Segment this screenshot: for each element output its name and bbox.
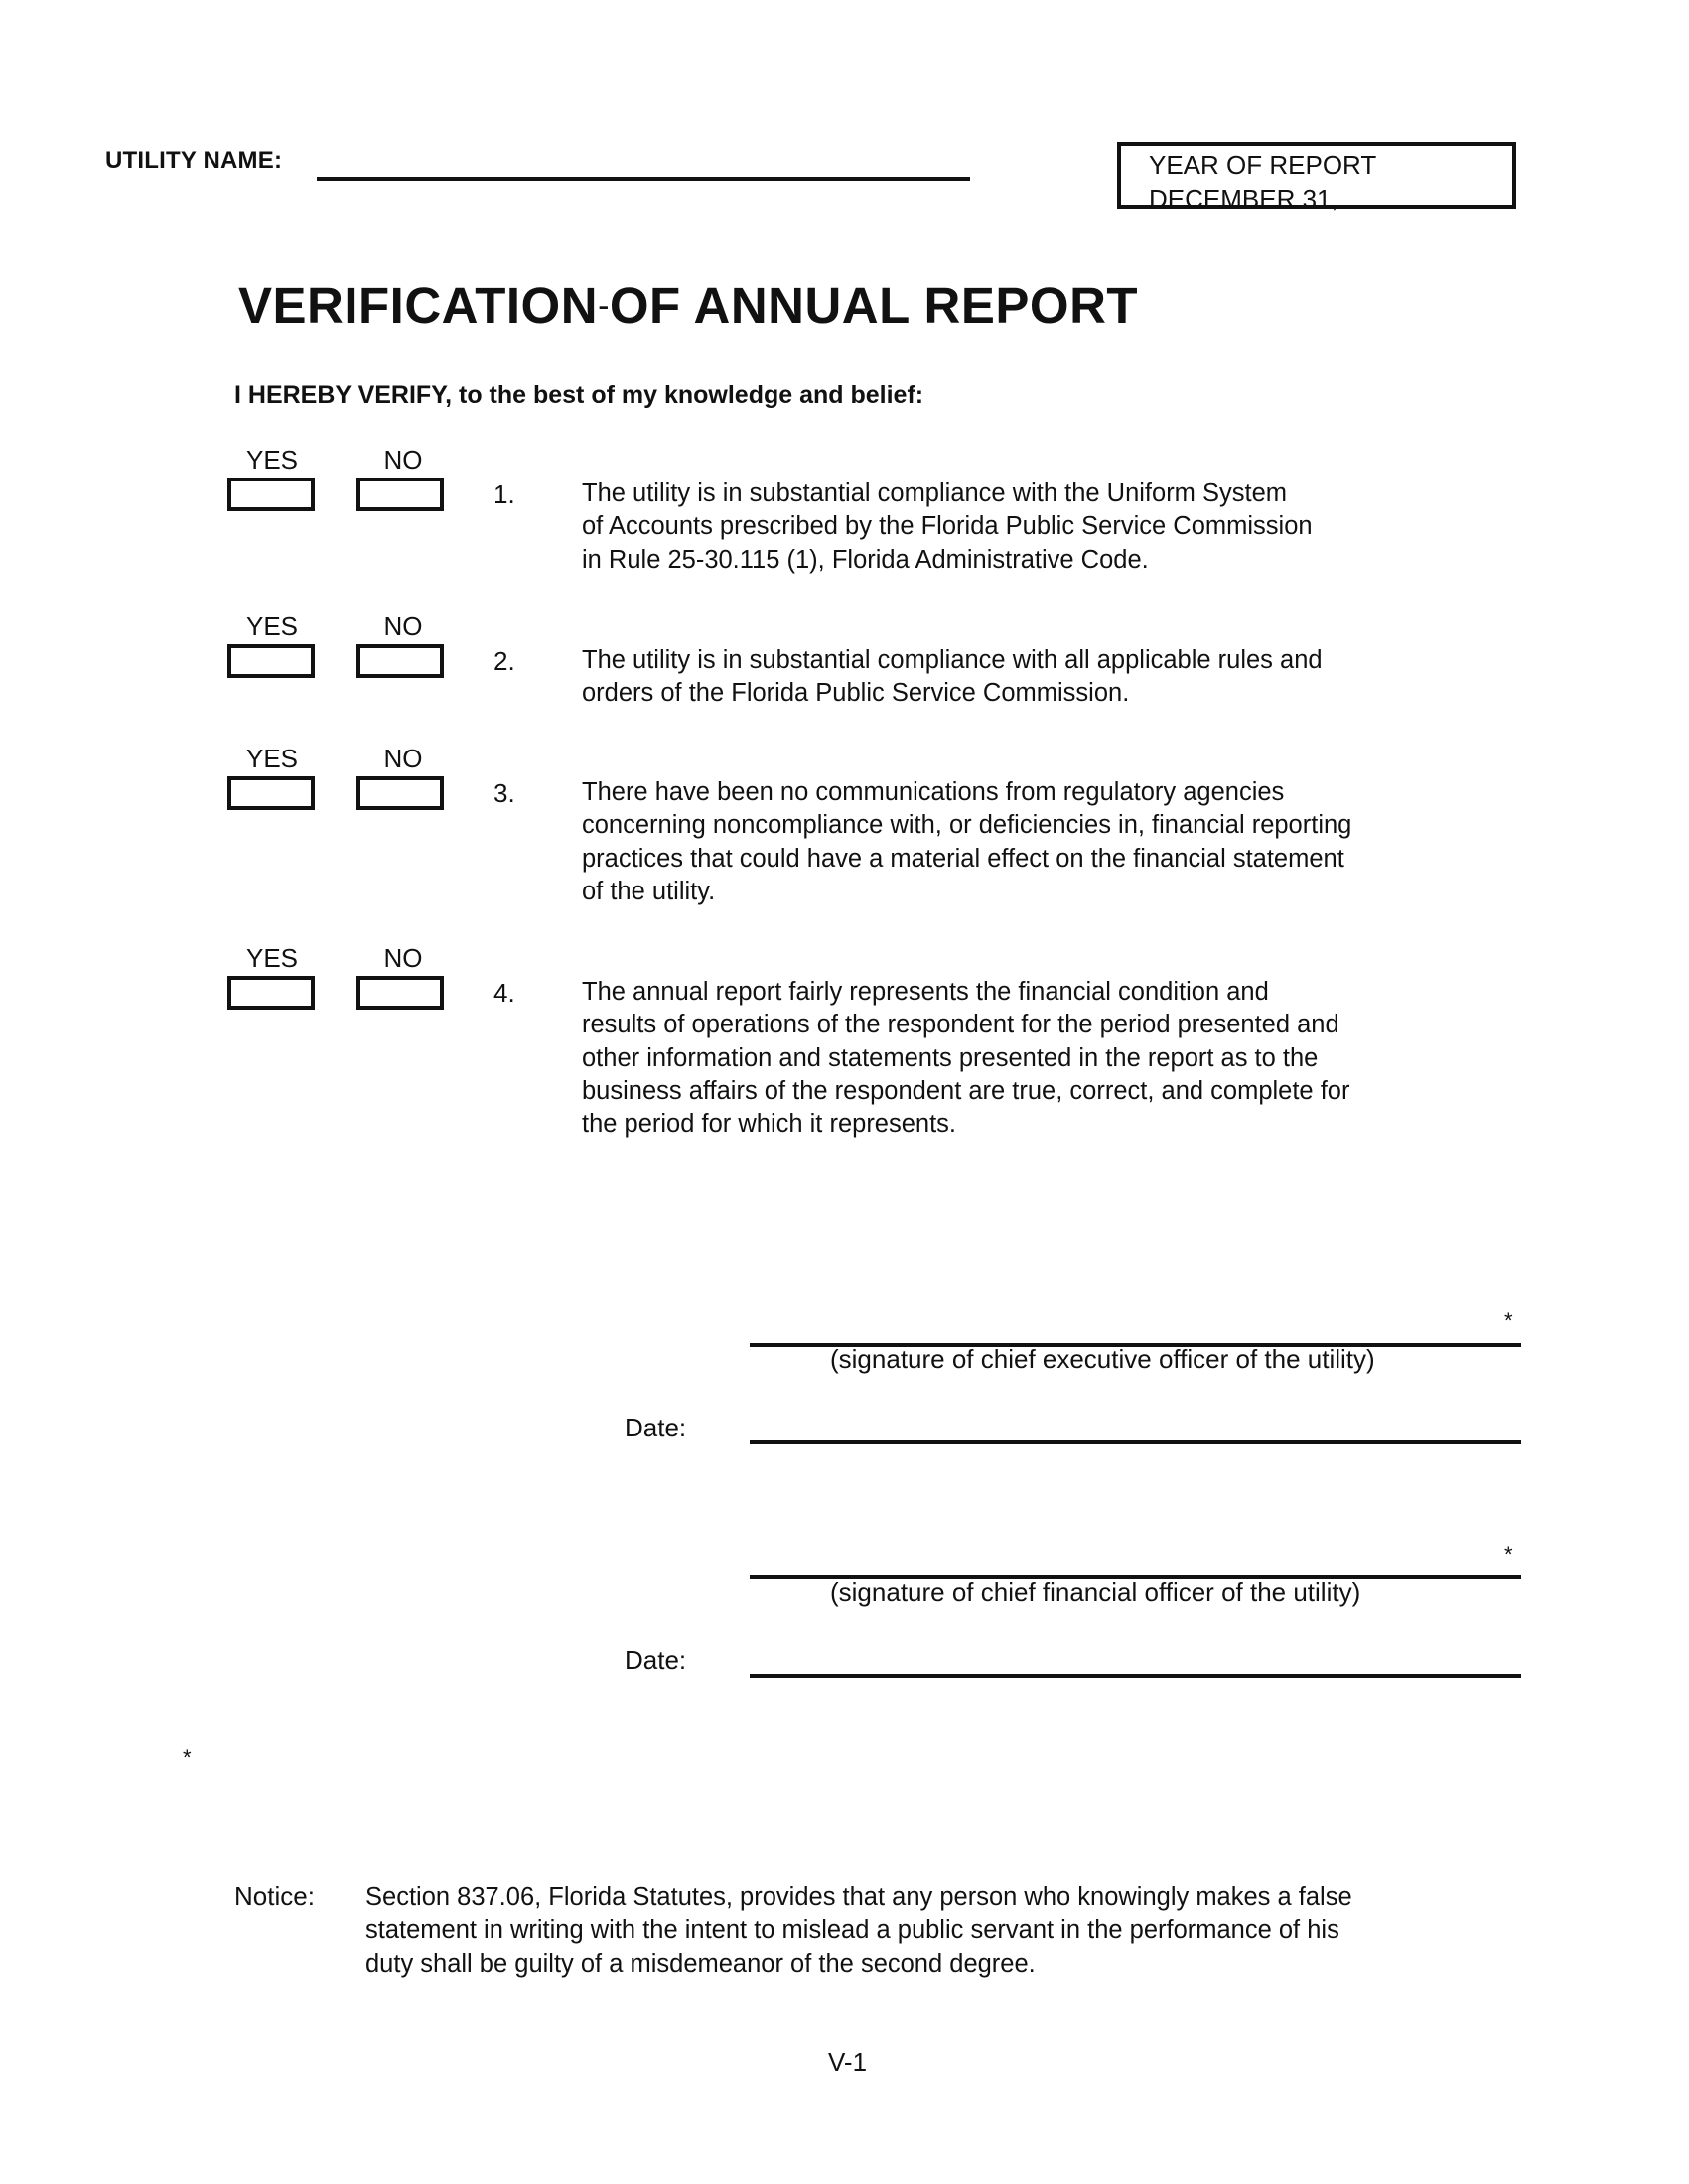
item-text-line: of the utility.	[582, 877, 716, 905]
item-text-line: the period for which it represents.	[582, 1110, 957, 1139]
no-checkbox[interactable]	[356, 644, 444, 678]
item-text	[582, 776, 1436, 908]
item-text-line: results of operations of the respondent for the period presented and	[582, 1011, 1339, 1039]
no-checkbox[interactable]	[356, 976, 444, 1010]
yes-label: YES	[245, 744, 299, 773]
verification-intro: I HEREBY VERIFY, to the best of my knowledge and belief:	[234, 381, 924, 409]
no-checkbox[interactable]	[356, 776, 444, 810]
no-label: NO	[383, 445, 423, 475]
notice-text-line: duty shall be guilty of a misdemeanor of the second degree.	[365, 1949, 1036, 1978]
ceo-date-line[interactable]	[750, 1440, 1521, 1444]
notice-text	[365, 1881, 1458, 1980]
cfo-signature-caption: (signature of chief financial officer of the utility)	[830, 1577, 1361, 1607]
ceo-date-label: Date:	[625, 1413, 687, 1442]
yes-label: YES	[245, 445, 299, 475]
no-label: NO	[383, 943, 423, 973]
year-of-report-box	[1117, 142, 1516, 213]
utility-name-field[interactable]	[317, 177, 970, 181]
page-title	[238, 276, 1138, 335]
item-text-line: business affairs of the respondent are true, correct, and complete for	[582, 1076, 1350, 1105]
cfo-date-line[interactable]	[750, 1674, 1521, 1678]
item-text	[582, 976, 1436, 1141]
title-part-2: OF ANNUAL REPORT	[609, 277, 1139, 334]
item-text-line: There have been no communications from regulatory agencies	[582, 778, 1285, 806]
no-checkbox[interactable]	[356, 478, 444, 511]
december-31-label: DECEMBER 31,	[1149, 184, 1338, 213]
footnote-asterisk: *	[183, 1745, 192, 1770]
page-number: V-1	[828, 2047, 868, 2077]
yes-checkbox[interactable]	[227, 478, 315, 511]
notice-text-line: statement in writing with the intent to mislead a public servant in the performance of his	[365, 1916, 1339, 1945]
title-dash: -	[598, 287, 610, 325]
ceo-signature-asterisk: *	[1504, 1308, 1513, 1333]
item-number: 1.	[493, 479, 515, 509]
yes-checkbox[interactable]	[227, 776, 315, 810]
item-number: 4.	[493, 978, 515, 1008]
yes-label: YES	[245, 943, 299, 973]
item-text-line: concerning noncompliance with, or deficiencies in, financial reporting	[582, 811, 1352, 840]
item-text-line: The annual report fairly represents the financial condition and	[582, 978, 1269, 1006]
item-text-line: other information and statements presented in the report as to the	[582, 1043, 1319, 1072]
item-text-line: The utility is in substantial compliance with all applicable rules and	[582, 646, 1323, 674]
yes-checkbox[interactable]	[227, 644, 315, 678]
item-text-line: in Rule 25-30.115 (1), Florida Administrative Code.	[582, 545, 1149, 574]
no-label: NO	[383, 612, 423, 641]
cfo-date-label: Date:	[625, 1645, 687, 1675]
ceo-signature-caption: (signature of chief executive officer of the utility)	[830, 1344, 1375, 1374]
item-number: 3.	[493, 778, 515, 808]
item-text	[582, 644, 1436, 711]
no-label: NO	[383, 744, 423, 773]
notice-label: Notice:	[234, 1881, 315, 1911]
item-text-line: The utility is in substantial compliance with the Uniform System	[582, 479, 1288, 507]
title-part-1: VERIFICATION	[238, 277, 599, 334]
item-text-line: of Accounts prescribed by the Florida Public Service Commission	[582, 512, 1313, 541]
item-text	[582, 478, 1436, 577]
utility-name-label: UTILITY NAME:	[105, 147, 283, 174]
notice-text-line: Section 837.06, Florida Statutes, provides that any person who knowingly makes a false	[365, 1883, 1352, 1911]
yes-label: YES	[245, 612, 299, 641]
year-of-report-label: YEAR OF REPORT	[1149, 150, 1377, 180]
item-text-line: practices that could have a material effect on the financial statement	[582, 844, 1344, 873]
item-number: 2.	[493, 646, 515, 676]
yes-checkbox[interactable]	[227, 976, 315, 1010]
item-text-line: orders of the Florida Public Service Commission.	[582, 679, 1130, 708]
cfo-signature-asterisk: *	[1504, 1542, 1513, 1567]
